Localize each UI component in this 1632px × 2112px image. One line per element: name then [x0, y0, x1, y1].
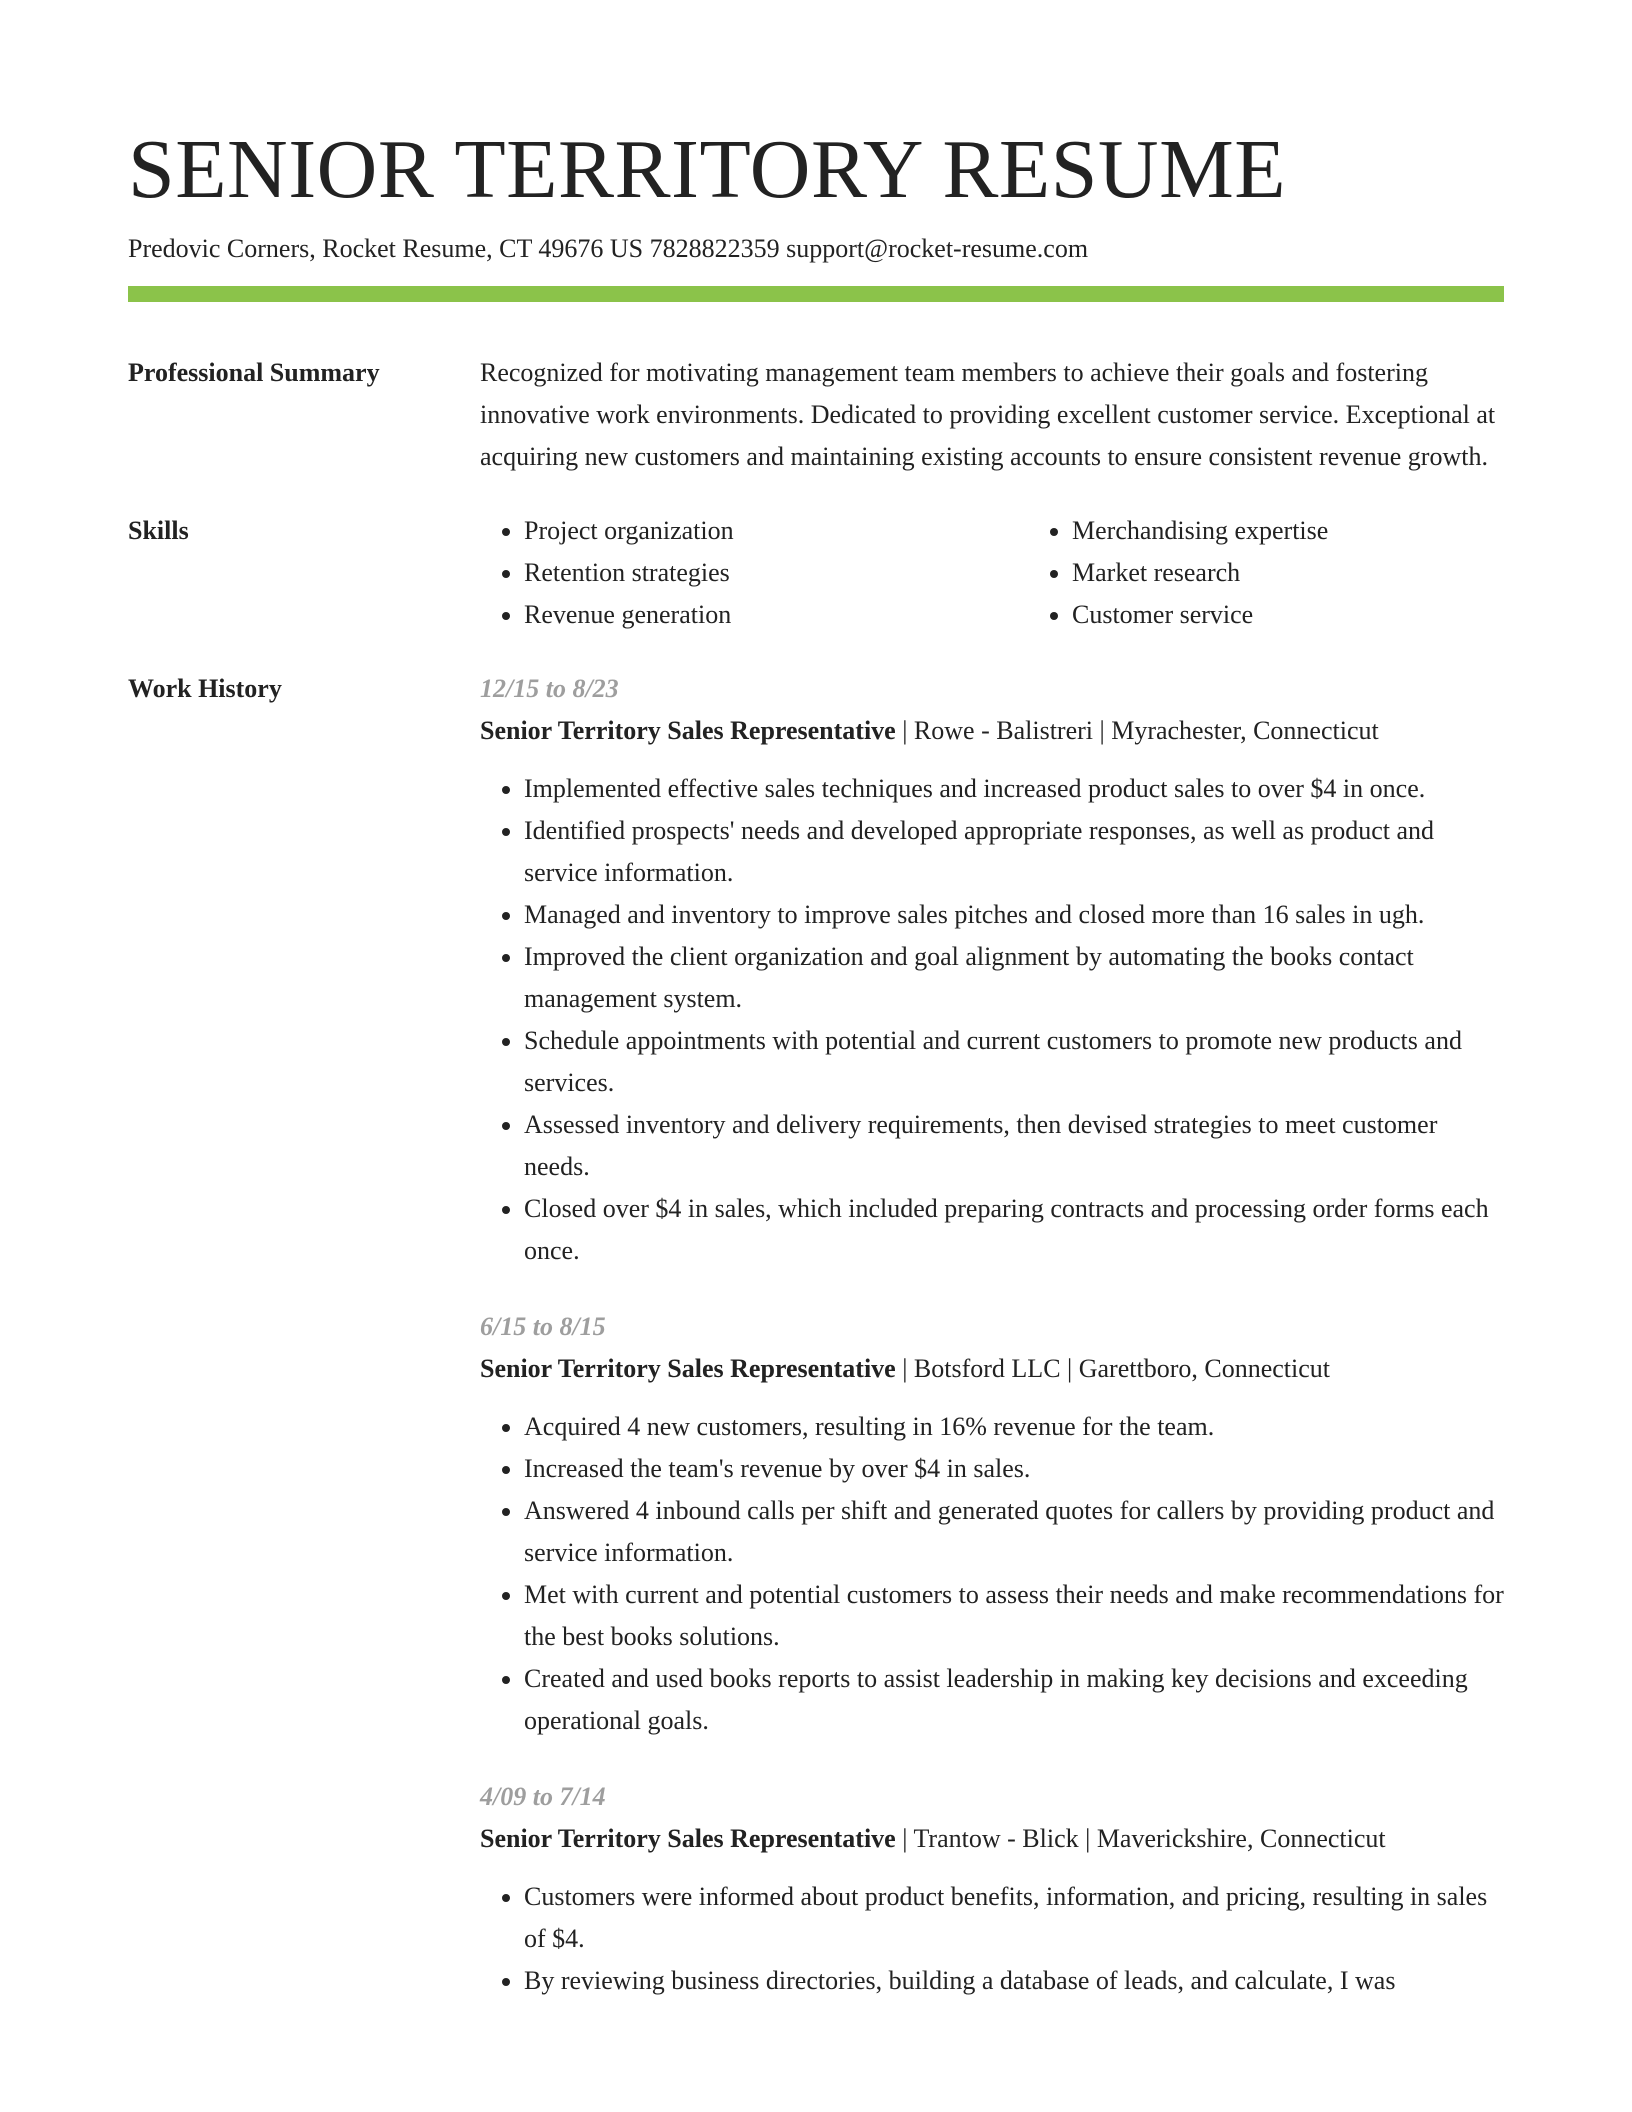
job-bullet-list — [480, 1406, 1504, 1742]
job-bullet: • Improved the client organization and goal alignment by automating the books contact management system. — [524, 936, 1504, 1020]
job-bullet: • Met with current and potential customers to assess their needs and make recommendations for the best books solutions. — [524, 1574, 1504, 1658]
summary-body — [480, 352, 1504, 478]
resume-title: SENIOR TERRITORY RESUME — [128, 123, 1287, 216]
skills-section — [128, 510, 1504, 636]
section-label-work: Work History — [128, 674, 282, 703]
job-company-location: | Rowe - Balistreri | Myrachester, Connecticut — [895, 716, 1379, 745]
job-bullet: • Closed over $4 in sales, which included preparing contracts and processing order forms each once. — [524, 1188, 1504, 1272]
job-bullet: • Acquired 4 new customers, resulting in 16% revenue for the team. — [524, 1406, 1504, 1448]
job-title-line — [480, 710, 1504, 752]
job-bullet: • Managed and inventory to improve sales pitches and closed more than 16 sales in ugh. — [524, 894, 1504, 936]
section-label-skills: Skills — [128, 516, 189, 545]
skill-item: • Customer service — [1072, 594, 1576, 636]
job-title-line — [480, 1818, 1504, 1860]
job-entry — [480, 1306, 1504, 1742]
work-history-section — [128, 668, 1504, 2036]
resume-page — [128, 120, 1504, 2036]
skill-item: • Merchandising expertise — [1072, 510, 1576, 552]
job-bullet: • Increased the team's revenue by over $4 in sales. — [524, 1448, 1504, 1490]
job-company-location: | Botsford LLC | Garettboro, Connecticut — [895, 1354, 1330, 1383]
job-title: Senior Territory Sales Representative — [480, 716, 896, 745]
job-bullet: • Implemented effective sales techniques and increased product sales to over $4 in once. — [524, 768, 1504, 810]
job-title: Senior Territory Sales Representative — [480, 1354, 896, 1383]
job-bullet-list — [480, 1876, 1504, 2002]
professional-summary-section — [128, 352, 1504, 478]
job-dates: 6/15 to 8/15 — [480, 1312, 606, 1341]
job-bullet: • Created and used books reports to assist leadership in making key decisions and exceeding operational goals. — [524, 1658, 1504, 1742]
skill-item: • Project organization — [524, 510, 1028, 552]
job-bullet: • By reviewing business directories, building a database of leads, and calculate, I was — [524, 1960, 1504, 2002]
job-company-location: | Trantow - Blick | Maverickshire, Connecticut — [895, 1824, 1386, 1853]
job-bullet: • Schedule appointments with potential and current customers to promote new products and services. — [524, 1020, 1504, 1104]
job-title-line — [480, 1348, 1504, 1390]
section-label-summary: Professional Summary — [128, 358, 380, 387]
skill-item: • Retention strategies — [524, 552, 1028, 594]
job-title: Senior Territory Sales Representative — [480, 1824, 896, 1853]
job-entry — [480, 668, 1504, 1272]
work-history-body — [480, 668, 1504, 2036]
skills-list-left — [480, 510, 1028, 636]
job-bullet: • Assessed inventory and delivery requirements, then devised strategies to meet customer needs. — [524, 1104, 1504, 1188]
job-entry — [480, 1776, 1504, 2002]
contact-line: Predovic Corners, Rocket Resume, CT 49676 US 7828822359 support@rocket-resume.com — [128, 234, 1089, 263]
job-dates: 4/09 to 7/14 — [480, 1782, 606, 1811]
job-bullet: • Identified prospects' needs and developed appropriate responses, as well as product and service information. — [524, 810, 1504, 894]
skills-grid — [480, 510, 1576, 636]
summary-text: Recognized for motivating management team members to achieve their goals and fostering innovative work environments. Dedicated to providing excellent customer service. Exceptional at acquiring new customers and maintaining existing accounts to ensure consistent revenue growth. — [480, 358, 1496, 471]
skill-item: • Revenue generation — [524, 594, 1028, 636]
job-bullet: • Answered 4 inbound calls per shift and generated quotes for callers by providing product and service information. — [524, 1490, 1504, 1574]
job-bullet-list — [480, 768, 1504, 1272]
skills-list-right — [1028, 510, 1576, 636]
accent-divider — [128, 286, 1504, 302]
job-dates: 12/15 to 8/23 — [480, 674, 619, 703]
skill-item: • Market research — [1072, 552, 1576, 594]
job-bullet: • Customers were informed about product benefits, information, and pricing, resulting in sales of $4. — [524, 1876, 1504, 1960]
